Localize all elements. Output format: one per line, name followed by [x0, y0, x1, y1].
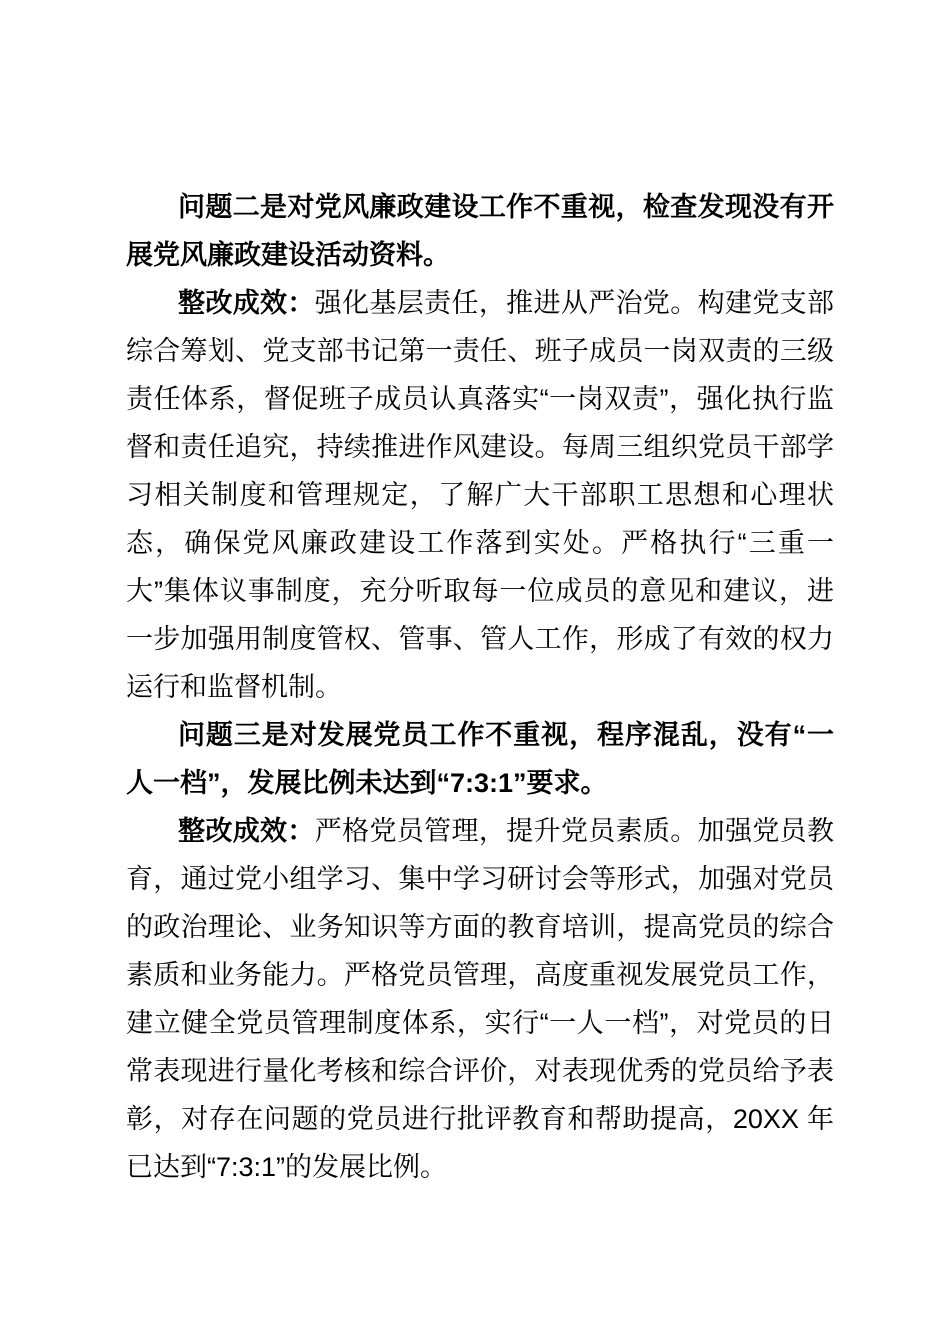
remediation-body-text: 强化基层责任，推进从严治党。构建党支部综合筹划、党支部书记第一责任、班子成员一岗双责的三级责任体系，督促班子成员认真落实“一岗双责”，强化执行监督和责任追究，持续推进作风建设。每周三组织党员干部学习相关制度和管理规定，了解广大干部职工思想和心理状态，确保党风廉政建设工作落到实处。严格执行“三重一大”集体议事制度，充分听取每一位成员的意见和建议，进一步加强用制度管权、管事、管人工作，形成了有效的权力运行和监督机制。 [126, 288, 835, 702]
remediation-label: 整改成效： [178, 816, 315, 846]
remediation-label: 整改成效： [178, 288, 315, 318]
remediation-body-text: 严格党员管理，提升党员素质。加强党员教育，通过党小组学习、集中学习研讨会等形式，加强对党员的政治理论、业务知识等方面的教育培训，提高党员的综合素质和业务能力。严格党员管理，高度重视发展党员工作，建立健全党员管理制度体系，实行“一人一档”，对党员的日常表现进行量化考核和综合评价，对表现优秀的党员给予表彰，对存在问题的党员进行批评教育和帮助提高，20XX 年已达到“7:3:1”的发展比例。 [126, 816, 835, 1182]
document-text-block [126, 183, 834, 1191]
paragraph-problem3-heading: 问题三是对发展党员工作不重视，程序混乱，没有“一人一档”，发展比例未达到“7:3:1”要求。 [126, 720, 834, 798]
paragraph-problem3-remediation [126, 807, 834, 1191]
paragraph-problem2-remediation [126, 279, 834, 711]
paragraph-problem2-heading: 问题二是对党风廉政建设工作不重视，检查发现没有开展党风廉政建设活动资料。 [126, 192, 834, 270]
